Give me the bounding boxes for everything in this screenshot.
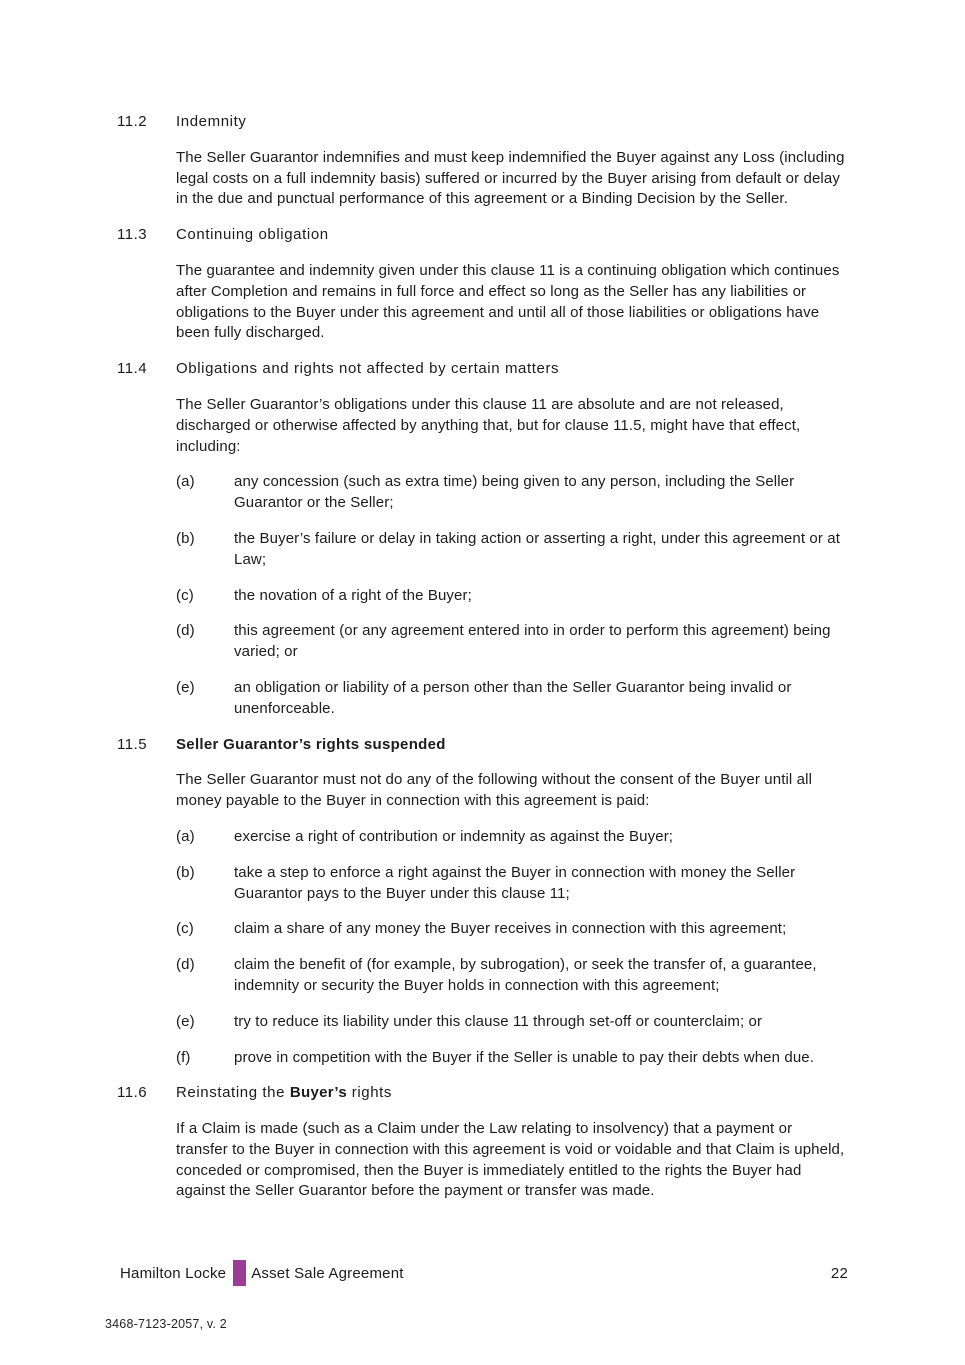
item-marker: (b) bbox=[176, 529, 195, 547]
item-marker: (e) bbox=[176, 678, 195, 696]
clause-heading: Obligations and rights not affected by certain matters bbox=[176, 360, 560, 378]
clause-paragraph: The Seller Guarantor must not do any of the following without the consent of the Buyer until all money payable to the Buyer in connection with this agreement is paid: bbox=[176, 771, 813, 810]
clause-11-4-heading-row bbox=[117, 359, 848, 380]
clause-11-2-body-row bbox=[117, 148, 848, 210]
footer-divider-block bbox=[233, 1260, 246, 1286]
item-text: try to reduce its liability under this clause 11 through set-off or counterclaim; or bbox=[234, 1012, 763, 1030]
heading-prefix: Reinstating the bbox=[176, 1084, 290, 1102]
item-text: an obligation or liability of a person other than the Seller Guarantor being invalid or unenforceable. bbox=[234, 678, 792, 717]
item-text: take a step to enforce a right against the Buyer in connection with money the Seller Guarantor pays to the Buyer under this clause 11; bbox=[234, 863, 796, 902]
item-marker: (a) bbox=[176, 473, 195, 491]
item-text: claim a share of any money the Buyer receives in connection with this agreement; bbox=[234, 920, 787, 938]
clause-11-3-body-row bbox=[117, 261, 848, 344]
item-text: this agreement (or any agreement entered into in order to perform this agreement) being varied; or bbox=[234, 622, 831, 661]
list-item bbox=[176, 827, 848, 848]
list-item bbox=[176, 1012, 848, 1033]
clause-11-4-body-row bbox=[117, 395, 848, 457]
list-item bbox=[176, 955, 848, 997]
clause-paragraph: The Seller Guarantor’s obligations under this clause 11 are absolute and are not released, discharged or otherwise affected by anything that, but for clause 11.5, might have that effect, including: bbox=[176, 395, 801, 455]
item-text: the novation of a right of the Buyer; bbox=[234, 586, 472, 604]
item-text: any concession (such as extra time) being given to any person, including the Seller Guarantor or the Seller; bbox=[234, 473, 795, 512]
clause-number: 11.3 bbox=[117, 226, 148, 244]
item-text: the Buyer’s failure or delay in taking action or asserting a right, under this agreement or at Law; bbox=[234, 529, 841, 568]
clause-heading: Continuing obligation bbox=[176, 226, 329, 244]
list-item bbox=[176, 863, 848, 905]
item-marker: (b) bbox=[176, 863, 195, 881]
clause-heading: Indemnity bbox=[176, 113, 247, 130]
list-item bbox=[176, 621, 848, 663]
clause-number: 11.6 bbox=[117, 1084, 148, 1102]
clause-heading bbox=[176, 1083, 848, 1104]
clause-11-2-heading-row bbox=[117, 112, 848, 133]
heading-suffix: rights bbox=[346, 1084, 393, 1102]
item-marker: (c) bbox=[176, 920, 194, 938]
item-marker: (d) bbox=[176, 622, 195, 640]
item-text: prove in competition with the Buyer if the Seller is unable to pay their debts when due. bbox=[234, 1048, 815, 1066]
list-item bbox=[176, 472, 848, 514]
clause-number: 11.5 bbox=[117, 735, 148, 753]
page-footer bbox=[120, 1260, 848, 1286]
clause-number: 11.4 bbox=[117, 360, 148, 378]
item-text: exercise a right of contribution or indemnity as against the Buyer; bbox=[234, 827, 674, 845]
item-marker: (d) bbox=[176, 956, 195, 974]
list-item bbox=[176, 529, 848, 571]
footer-page-number: 22 bbox=[830, 1264, 848, 1282]
item-marker: (c) bbox=[176, 586, 194, 604]
clause-paragraph: If a Claim is made (such as a Claim under the Law relating to insolvency) that a payment or transfer to the Buyer in connection with this agreement is void or voidable and that Claim is upheld, conceded or compromised, then the Buyer is immediately entitled to the rights the Buyer had against the Seller Guarantor before the payment or transfer was made. bbox=[176, 1120, 845, 1200]
footer-firm-name: Hamilton Locke bbox=[120, 1264, 227, 1282]
clause-11-5-list bbox=[117, 827, 848, 1083]
footer-doc-title: Asset Sale Agreement bbox=[251, 1264, 404, 1282]
page-content bbox=[117, 112, 848, 1217]
item-marker: (e) bbox=[176, 1012, 195, 1030]
clause-11-5-body-row bbox=[117, 770, 848, 812]
clause-paragraph: The Seller Guarantor indemnifies and must keep indemnified the Buyer against any Loss (including legal costs on a full indemnity basis) suffered or incurred by the Buyer arising from default or delay in the due and punctual performance of this agreement or a Binding Decision by the Seller. bbox=[176, 148, 845, 208]
list-item bbox=[176, 586, 848, 607]
clause-11-5-heading-row bbox=[117, 735, 848, 756]
clause-11-6-body-row bbox=[117, 1119, 848, 1202]
clause-11-4-list bbox=[117, 472, 848, 734]
item-marker: (f) bbox=[176, 1048, 191, 1066]
clause-paragraph: The guarantee and indemnity given under this clause 11 is a continuing obligation which continues after Completion and remains in full force and effect so long as the Seller has any liabilities or obligations to the Buyer under this agreement and until all of those liabilities or obligations have been fully discharged. bbox=[176, 261, 840, 342]
clause-11-3-heading-row bbox=[117, 225, 848, 246]
item-text: claim the benefit of (for example, by subrogation), or seek the transfer of, a guarantee, indemnity or security the Buyer holds in connection with this agreement; bbox=[234, 956, 817, 994]
list-item bbox=[176, 919, 848, 940]
list-item bbox=[176, 1048, 848, 1069]
heading-bold-word: Buyer’s bbox=[289, 1084, 347, 1102]
clause-11-6-heading-row bbox=[117, 1083, 848, 1104]
document-reference: 3468-7123-2057, v. 2 bbox=[105, 1317, 227, 1331]
clause-number: 11.2 bbox=[117, 113, 148, 130]
item-marker: (a) bbox=[176, 827, 195, 845]
clause-heading: Seller Guarantor’s rights suspended bbox=[176, 735, 446, 753]
list-item bbox=[176, 678, 848, 720]
